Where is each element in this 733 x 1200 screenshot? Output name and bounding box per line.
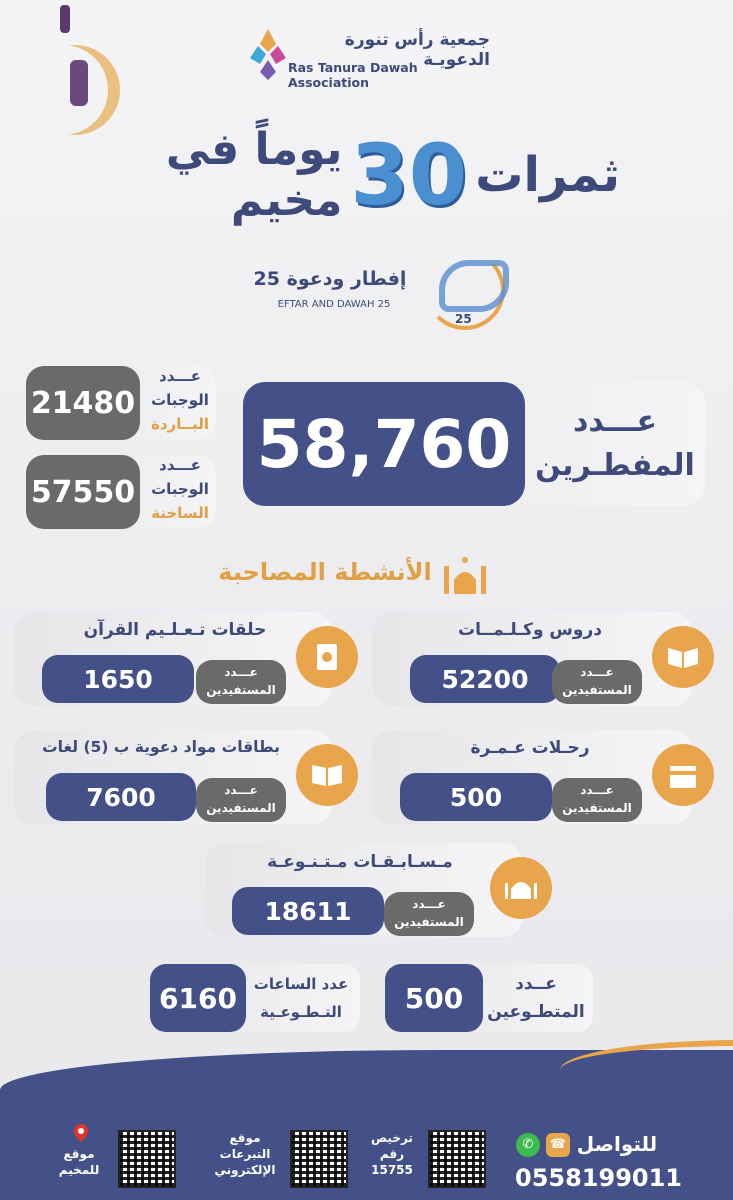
activity-count-cards [196, 778, 286, 822]
hot-label-3: الساخنة [151, 504, 209, 522]
license-3: 15755 [371, 1163, 413, 1177]
count-label-2: المستفيدين [206, 683, 276, 697]
org-name-en: Ras Tanura Dawah Association [288, 60, 418, 90]
hot-meals-value: 57550 [26, 455, 140, 529]
badge-number: 25 [455, 312, 472, 326]
cold-label-3: البــاردة [151, 415, 209, 433]
program-title-ar: إفطار ودعوة 25 [253, 268, 407, 290]
license-qr-code[interactable] [428, 1130, 486, 1188]
volunteers-label [484, 970, 588, 1026]
phone-number[interactable]: 0558199011 [515, 1164, 682, 1192]
activity-count-quran [196, 660, 286, 704]
activity-count-competitions [384, 892, 474, 936]
activity-value-lessons: 52200 [410, 655, 560, 703]
activity-title-competitions: مـسـابـقـات مـتـنـوعـة [267, 852, 453, 872]
camp-qr-code[interactable] [118, 1130, 176, 1188]
activity-count-lessons [552, 660, 642, 704]
activity-value-quran: 1650 [42, 655, 194, 703]
volunteers-label-1: عــدد [515, 974, 557, 994]
license-text [364, 1130, 420, 1178]
camp-1: موقع [63, 1147, 95, 1161]
activity-value-cards: 7600 [46, 773, 196, 821]
activity-count-umrah [552, 778, 642, 822]
title-prefix: ثمرات [475, 147, 620, 203]
cold-label-1: عـــدد [159, 367, 201, 385]
donation-qr-code[interactable] [290, 1130, 348, 1188]
cold-meals-label [140, 364, 220, 436]
booklet-icon [296, 744, 358, 806]
volunteers-label-2: المتطـوعين [487, 1002, 585, 1022]
lantern-icon [70, 60, 88, 106]
open-book-icon [652, 626, 714, 688]
hours-value: 6160 [150, 964, 246, 1032]
license-1: ترخيص [371, 1131, 413, 1145]
contact-label: للتواصل [576, 1132, 658, 1156]
whatsapp-icon[interactable]: ✆ [516, 1133, 540, 1157]
cold-meals-value: 21480 [26, 366, 140, 440]
count-label-1: عـــدد [224, 665, 258, 679]
kaaba-icon [652, 744, 714, 806]
activities-title: الأنشطة المصاحبة [218, 558, 432, 586]
activity-value-umrah: 500 [400, 773, 552, 821]
count-label-1: عـــدد [224, 783, 258, 797]
org-name-ar: جمعية رأس تنورة الدعويـة [344, 30, 490, 70]
activity-value-competitions: 18611 [232, 887, 384, 935]
mosque-icon [490, 857, 552, 919]
hot-meals-label [140, 453, 220, 525]
count-label-2: المستفيدين [206, 801, 276, 815]
title-suffix: يوماً في مخيم [165, 124, 343, 226]
count-label-2: المستفيدين [562, 801, 632, 815]
license-2: رقم [379, 1147, 405, 1161]
donation-text [206, 1130, 284, 1178]
program-title-en: EFTAR AND DAWAH 25 [277, 299, 391, 310]
hours-label-2: التـطـوعـية [260, 1003, 342, 1021]
program-badge [425, 250, 525, 330]
activity-title-umrah: رحـلات عـمـرة [470, 738, 590, 758]
activity-title-cards: بطاقات مواد دعوية ب (5) لغات [42, 738, 280, 756]
program-badge-script [439, 260, 509, 312]
logo [248, 24, 288, 84]
donation-2: التبرعات [219, 1147, 271, 1161]
hours-label [246, 970, 356, 1026]
hours-label-1: عدد الساعات [253, 975, 349, 993]
location-pin-icon [74, 1124, 88, 1142]
phone-icon[interactable]: ☎ [546, 1133, 570, 1157]
camp-location-text [44, 1146, 114, 1178]
hot-label-2: الوجبات [151, 480, 209, 498]
page-title [120, 120, 620, 230]
hot-label-1: عـــدد [159, 456, 201, 474]
activity-title-lessons: دروس وكـلـمــات [458, 620, 602, 640]
iftar-label-2: المفطـرين [535, 448, 695, 483]
donation-3: الإلكتروني [214, 1163, 276, 1177]
camp-2: للمخيم [58, 1163, 100, 1177]
activity-title-quran: حلقات تـعـلـيم القرآن [83, 620, 267, 640]
count-label-1: عـــدد [412, 897, 446, 911]
title-number: 30 [350, 126, 468, 224]
iftar-value: 58,760 [243, 382, 525, 506]
volunteers-value: 500 [385, 964, 483, 1032]
cold-label-2: الوجبات [151, 391, 209, 409]
count-label-1: عـــدد [580, 665, 614, 679]
footer-accent [560, 1040, 733, 1070]
count-label-2: المستفيدين [394, 915, 464, 929]
count-label-1: عـــدد [580, 783, 614, 797]
donation-1: موقع [229, 1131, 261, 1145]
mosque-heading-icon [440, 552, 490, 596]
iftar-label [530, 400, 700, 488]
lantern-icon [60, 5, 70, 33]
count-label-2: المستفيدين [562, 683, 632, 697]
quran-icon [296, 626, 358, 688]
iftar-label-1: عـــدد [573, 404, 657, 439]
